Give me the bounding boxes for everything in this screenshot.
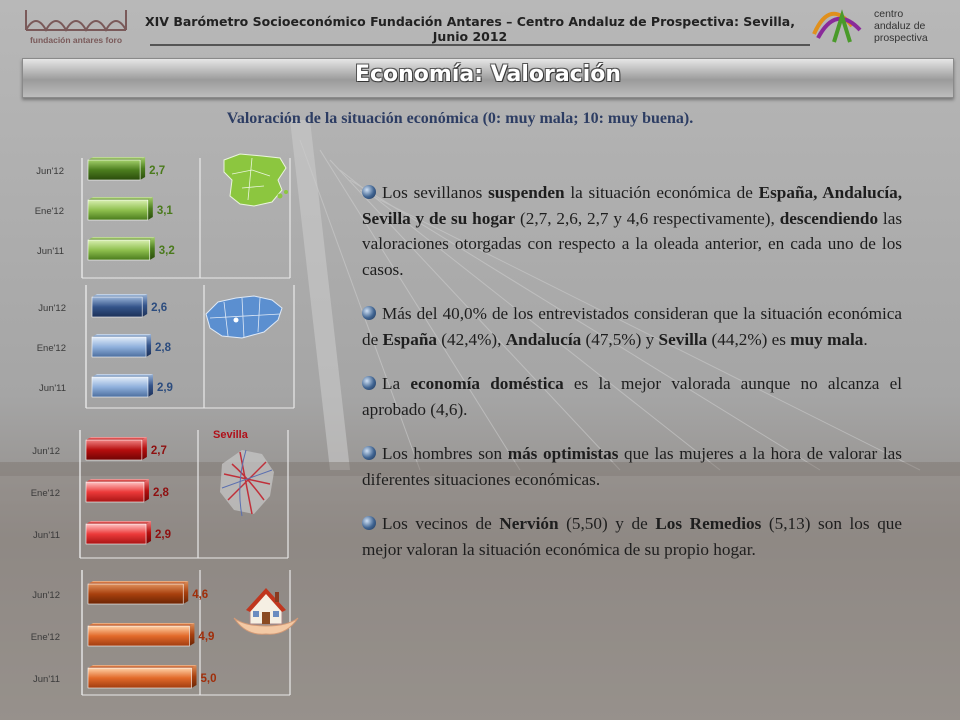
bullet-4-run: Los hombres son [382, 444, 508, 463]
chart-bar-side [192, 665, 197, 688]
chart-bar [88, 200, 148, 220]
bullet-4-run: que las mujeres a la hora de valorar las diferentes situaciones económicas. [362, 444, 902, 489]
bullet-5-run: Los vecinos de [382, 514, 500, 533]
chart-value-label: 4,6 [192, 589, 209, 601]
chart-bar-side [148, 197, 153, 220]
chart-bar-top [88, 197, 153, 200]
andalucia-map-icon [202, 292, 286, 344]
chart-bar-side [183, 581, 188, 604]
chart-value-label: 3,2 [158, 245, 175, 257]
chart-value-label: 2,9 [155, 529, 172, 541]
chart-bar [92, 337, 146, 357]
bullet-dot-icon [362, 306, 376, 320]
bullet-1-text [362, 183, 902, 279]
bullet-5-run: (5,50) y de [558, 514, 656, 533]
right-logo-line-2: andaluz de [874, 20, 926, 32]
chart-bar [86, 482, 144, 502]
bullet-1 [362, 180, 902, 282]
chart-bar [88, 240, 150, 260]
chart-category-label: Jun'12 [32, 590, 60, 601]
sevilla-city-map-icon [212, 444, 282, 522]
chart-category-label: Jun'11 [33, 674, 60, 685]
bullet-1-run: España, Andalucía, Sevilla y de su hogar [362, 183, 902, 228]
chart-bar-top [88, 623, 194, 626]
chart-bar-top [92, 334, 151, 337]
bullet-dot-icon [362, 185, 376, 199]
chart-bar-side [142, 437, 147, 460]
bullet-list [362, 180, 902, 581]
left-logo-text: fundación antares foro [29, 35, 123, 45]
bullet-dot-icon [362, 446, 376, 460]
chart-bar-side [140, 157, 145, 180]
bullet-2-run: muy mala [790, 329, 864, 349]
bullet-1-run: las valoraciones otorgadas con respecto a la oleada anterior, en cada uno de los casos. [362, 208, 903, 279]
chart-bar-top [88, 581, 188, 584]
bullet-3-text [362, 374, 902, 419]
bullet-5-run: Los Remedios [655, 514, 762, 533]
chart-category-label: Jun'12 [36, 166, 64, 177]
chart-bar-side [142, 294, 147, 317]
bullet-3 [362, 371, 902, 422]
right-logo-line-1: centro [874, 8, 904, 20]
bullet-dot-icon [362, 516, 376, 530]
chart-bar-side [189, 623, 194, 646]
chart-value-label: 4,9 [198, 631, 215, 643]
chart-bar [88, 160, 140, 180]
chart-bar [92, 297, 142, 317]
right-logo-line-3: prospectiva [874, 32, 928, 44]
chart-bar-side [144, 479, 149, 502]
page-title-bar [22, 58, 954, 98]
bullet-5-run: Nervión [499, 514, 559, 533]
chart-value-label: 5,0 [200, 673, 217, 685]
bullet-1-run: Los sevillanos [382, 183, 489, 202]
bullet-dot-icon [362, 376, 376, 390]
chart-category-label: Jun'11 [39, 383, 66, 394]
house-in-hands-icon [230, 578, 302, 638]
bullet-1-run: la situación económica de [564, 183, 759, 202]
chart-bar-top [88, 157, 145, 160]
chart-category-label: Jun'11 [33, 530, 60, 541]
chart-bar-top [88, 665, 197, 668]
chart-bar [86, 440, 142, 460]
chart-bar-side [148, 374, 153, 397]
chart-bar [86, 524, 146, 544]
chart-category-label: Jun'11 [37, 246, 64, 257]
bullet-5-run: (5,13) son los que mejor valoran la situación económica de su propio hogar. [362, 514, 903, 559]
chart-bar-top [92, 294, 147, 297]
subtitle: Valoración de la situación económica (0: muy mala; 10: muy buena). [226, 110, 694, 127]
chart-value-label: 2,8 [155, 342, 172, 354]
report-header-title: XIV Barómetro Socioeconómico Fundación Antares – Centro Andaluz de Prospectiva: Sevilla, Junio 2012 [145, 14, 795, 44]
page-title: Economía: Valoración [354, 62, 622, 87]
bullet-4-run: más optimistas [507, 444, 619, 463]
bullet-2-run: (47,5%) y [581, 329, 659, 349]
chart-bar-top [88, 237, 155, 240]
bullet-2-run: Más del 40,0% de los entrevistados consideran que la situación económica de [362, 304, 902, 349]
header-divider [150, 44, 810, 46]
bullet-1-run: (2,7, 2,6, 2,7 y 4,6 respectivamente), [515, 208, 780, 228]
chart-category-label: Jun'12 [38, 303, 66, 314]
chart-category-label: Ene'12 [30, 632, 60, 643]
bullet-5 [362, 511, 902, 562]
bullet-3-run: economía doméstica [410, 374, 564, 393]
chart-value-label: 2,8 [152, 487, 169, 499]
bullet-2-run: Andalucía [505, 329, 582, 349]
chart-bar-side [146, 521, 151, 544]
chart-bar-side [150, 237, 155, 260]
bullet-2-text [362, 304, 902, 349]
chart-value-label: 2,7 [150, 445, 167, 457]
chart-bar [92, 377, 148, 397]
bullet-1-run: descendiendo [779, 208, 879, 228]
chart-value-label: 2,9 [156, 382, 173, 394]
bullet-2-run: España [382, 329, 437, 349]
sevilla-map-label: Sevilla [213, 429, 248, 441]
chart-bar-top [86, 479, 149, 482]
chart-bar [88, 668, 192, 688]
bullet-3-run: es la mejor valorada aunque no alcanza el aprobado (4,6). [362, 374, 902, 419]
chart-value-label: 3,1 [156, 205, 173, 217]
chart-category-label: Jun'12 [32, 446, 60, 457]
centro-andaluz-logo [808, 4, 958, 48]
chart-bar-top [86, 521, 151, 524]
bullet-2-run: (44,2%) es [707, 329, 791, 349]
chart-value-label: 2,6 [151, 302, 168, 314]
fundacion-antares-logo [22, 4, 130, 46]
bullet-1-run: suspenden [488, 183, 565, 202]
chart-category-label: Ene'12 [34, 206, 64, 217]
bullet-5-text [362, 514, 902, 559]
bullet-4 [362, 441, 902, 492]
bullet-2-run: Sevilla [658, 329, 708, 349]
bullet-2 [362, 301, 902, 352]
chart-bar-top [92, 374, 153, 377]
chart-category-label: Ene'12 [36, 343, 66, 354]
bullet-2-run: (42,4%), [437, 329, 506, 349]
chart-bar-top [86, 437, 147, 440]
bullet-3-run: La [382, 374, 411, 393]
bullet-4-text [362, 444, 902, 489]
chart-category-label: Ene'12 [30, 488, 60, 499]
chart-bar [88, 584, 183, 604]
spain-map-icon [218, 150, 292, 212]
chart-bar [88, 626, 189, 646]
chart-value-label: 2,7 [149, 165, 166, 177]
chart-bar-side [146, 334, 151, 357]
bullet-2-run: . [863, 329, 868, 349]
